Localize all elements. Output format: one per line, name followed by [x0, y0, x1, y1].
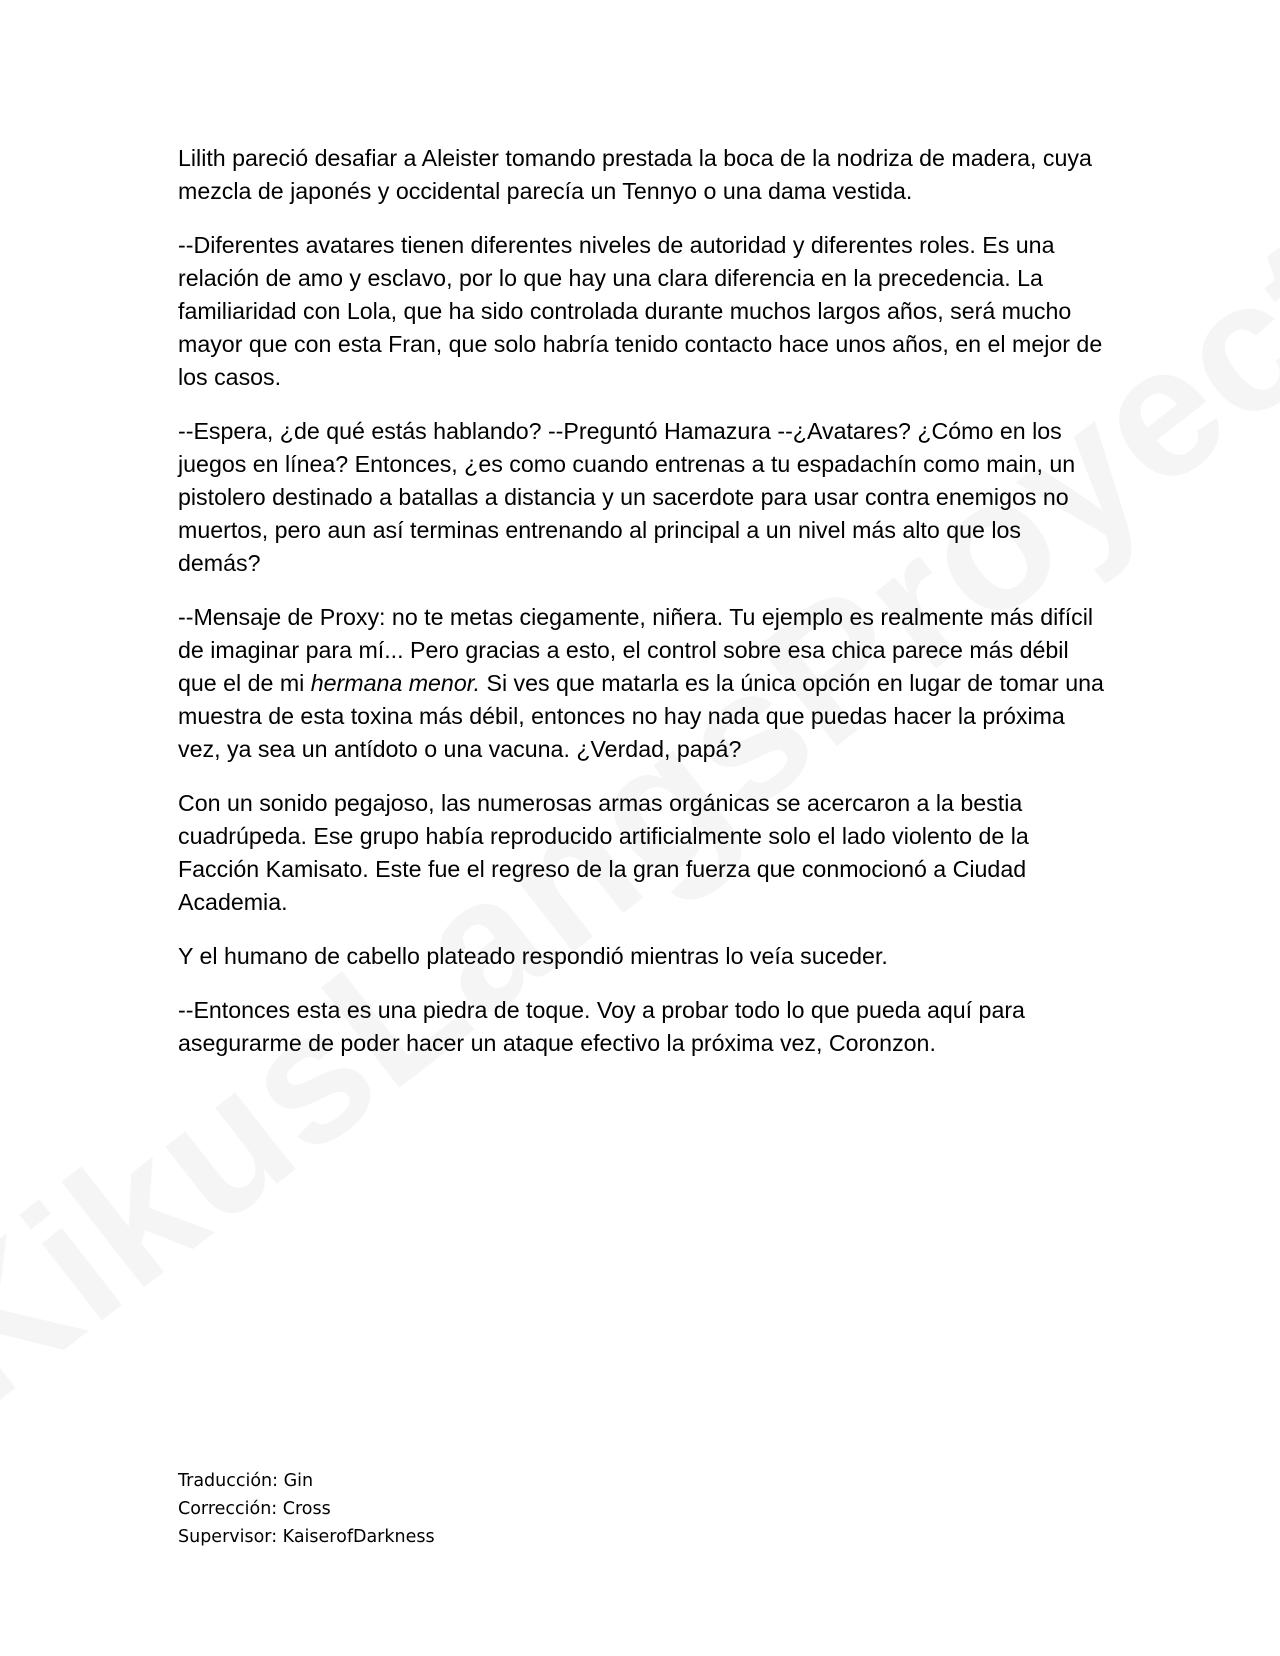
- paragraph-text: Si ves que matarla es la única opción en lugar de tomar una muestra de esta toxina más débil, entonces no hay nada que puedas hacer la próxima vez, ya sea un antídoto o una vacuna. ¿Verdad, papá?: [178, 670, 1104, 762]
- paragraph: Con un sonido pegajoso, las numerosas armas orgánicas se acercaron a la bestia cuadrúpeda. Ese grupo había reproducido artificialmente solo el lado violento de la Facción Kamisato. Este fue el regreso de la gran fuerza que conmocionó a Ciudad Academia.: [178, 790, 1029, 915]
- paragraph-text: --Mensaje de Proxy: no te metas ciegamente, niñera. Tu ejemplo es realmente más difícil de imaginar para mí... Pero gracias a esto, el control sobre esa chica parece más débil que el de mi: [178, 604, 1094, 696]
- paragraph: --Entonces esta es una piedra de toque. Voy a probar todo lo que pueda aquí para asegurarme de poder hacer un ataque efectivo la próxima vez, Coronzon.: [178, 997, 1025, 1056]
- credit-translation: Traducción: Gin: [178, 1471, 314, 1491]
- paragraph: --Diferentes avatares tienen diferentes niveles de autoridad y diferentes roles. Es una relación de amo y esclavo, por lo que hay una clara diferencia en la precedencia. La familiaridad con Lola, que ha sido controlada durante muchos largos años, será mucho mayor que con esta Fran, que solo habría tenido contacto hace unos años, en el mejor de los casos.: [178, 232, 1103, 390]
- credit-correction: Corrección: Cross: [178, 1499, 331, 1519]
- credits-block: [178, 1467, 435, 1551]
- paragraph: --Espera, ¿de qué estás hablando? --Preguntó Hamazura --¿Avatares? ¿Cómo en los juegos en línea? Entonces, ¿es como cuando entrenas a tu espadachín como main, un pistolero destinado a batallas a distancia y un sacerdote para usar contra enemigos no muertos, pero aun así terminas entrenando al principal a un nivel más alto que los demás?: [178, 418, 1076, 576]
- paragraph: Y el humano de cabello plateado respondió mientras lo veía suceder.: [178, 943, 888, 969]
- paragraph: [178, 601, 1108, 766]
- body-text: [178, 142, 1108, 1081]
- credit-supervisor: Supervisor: KaiserofDarkness: [178, 1527, 435, 1547]
- emphasis-text: hermana menor.: [310, 670, 481, 696]
- paragraph: Lilith pareció desafiar a Aleister tomando prestada la boca de la nodriza de madera, cuya mezcla de japonés y occidental parecía un Tennyo o una dama vestida.: [178, 145, 1092, 204]
